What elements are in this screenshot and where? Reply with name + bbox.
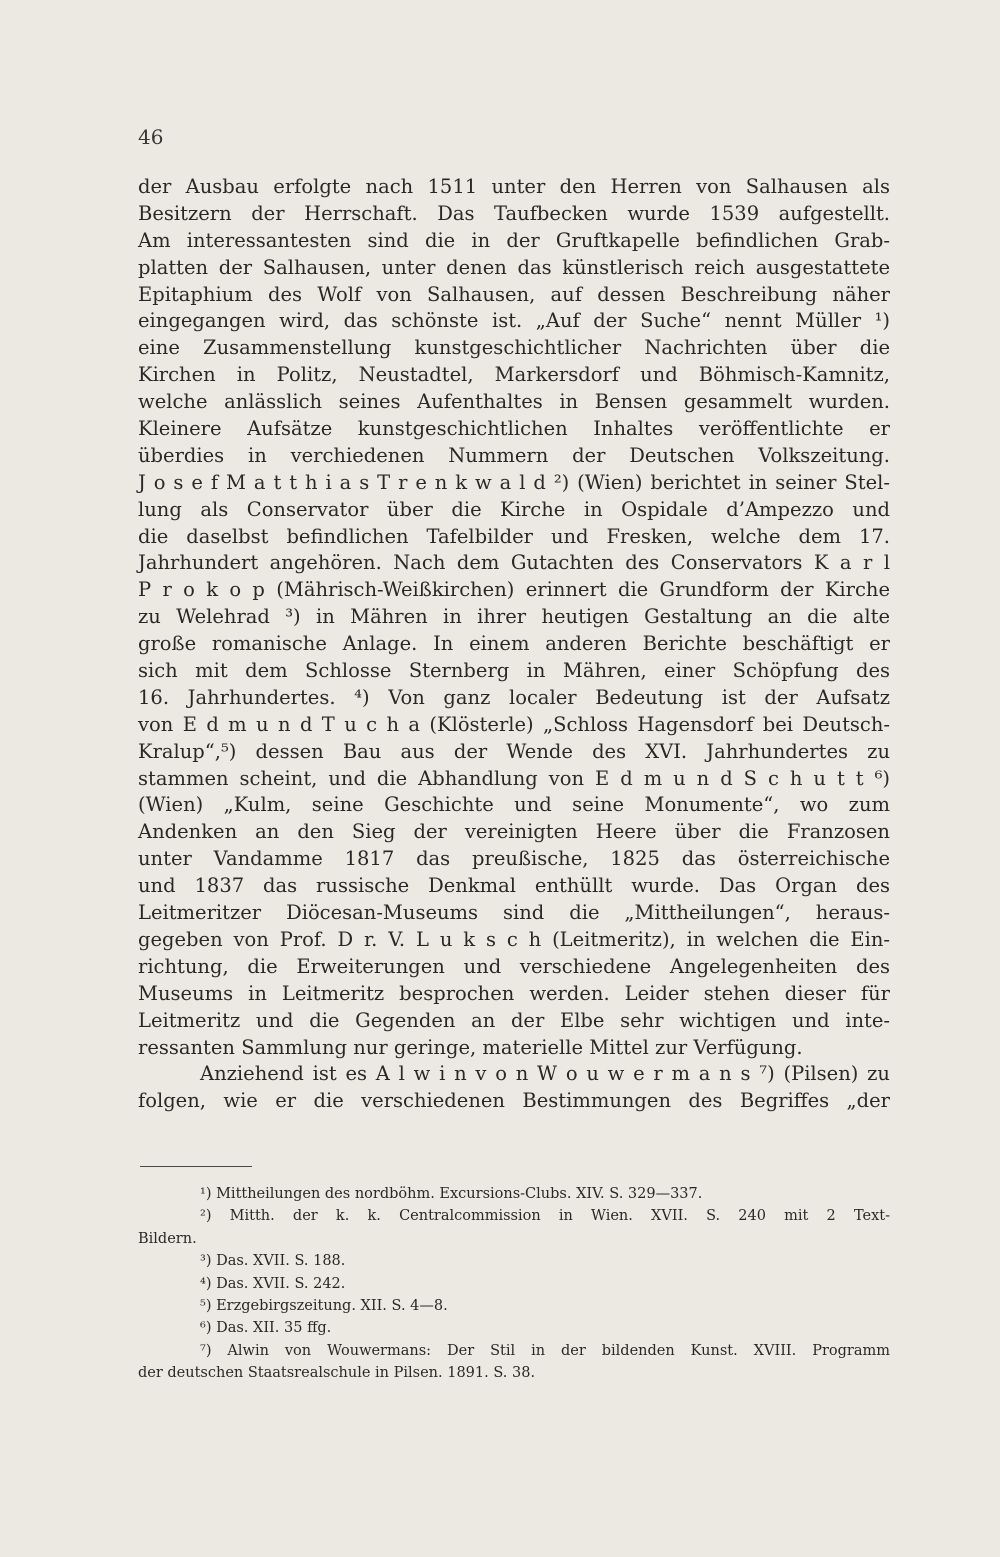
text-line: eine Zusammenstellung kunstgeschichtlicher Nachrichten über die — [138, 336, 890, 360]
text-line: Jahrhundert angehören. Nach dem Gutachten des Conservators K a r l — [138, 551, 890, 575]
text-line: von E d m u n d T u c h a (Klösterle) „Schloss Hagensdorf bei Deutsch- — [138, 712, 890, 736]
text-line: die daselbst befindlichen Tafelbilder und Fresken, welche dem 17. — [138, 524, 890, 548]
text-line: der Ausbau erfolgte nach 1511 unter den Herren von Salhausen als — [138, 175, 890, 198]
text-line: zu Welehrad ³) in Mähren in ihrer heutigen Gestaltung an die alte — [138, 605, 890, 629]
text-line: Kirchen in Politz, Neustadtel, Markersdorf und Böhmisch-Kamnitz, — [138, 363, 890, 387]
text-line: Am interessantesten sind die in der Gruftkapelle befindlichen Grab- — [138, 228, 890, 252]
text-line: Andenken an den Sieg der vereinigten Heere über die Franzosen — [138, 820, 890, 844]
body-text — [138, 174, 890, 1115]
text-line: Epitaphium des Wolf von Salhausen, auf dessen Beschreibung näher — [138, 282, 890, 306]
text-line: Kleinere Aufsätze kunstgeschichtlichen Inhaltes veröffentlichte er — [138, 417, 890, 441]
footnote-line: Bildern. — [138, 1230, 197, 1247]
text-line: richtung, die Erweiterungen und verschiedene Angelegenheiten des — [138, 954, 890, 978]
text-line: überdies in verchiedenen Nummern der Deutschen Volkszeitung. — [138, 443, 890, 467]
footnotes — [138, 1183, 890, 1385]
page-number: 46 — [138, 125, 164, 149]
footnote-line: ⁷) Alwin von Wouwermans: Der Stil in der bildenden Kunst. XVIII. Programm — [200, 1342, 890, 1359]
text-line: Leitmeritz und die Gegenden an der Elbe sehr wichtigen und inte- — [138, 1008, 890, 1032]
text-line: stammen scheint, und die Abhandlung von E d m u n d S c h u t t ⁶) — [138, 766, 890, 790]
text-line: P r o k o p (Mährisch-Weißkirchen) erinnert die Grundform der Kirche — [138, 578, 890, 602]
text-line: sich mit dem Schlosse Sternberg in Mähren, einer Schöpfung des — [138, 659, 890, 683]
footnote-separator — [140, 1166, 252, 1167]
text-line: und 1837 das russische Denkmal enthüllt wurde. Das Organ des — [138, 874, 890, 898]
text-line: ressanten Sammlung nur geringe, materielle Mittel zur Verfügung. — [138, 1035, 803, 1059]
text-line: welche anlässlich seines Aufenthaltes in Bensen gesammelt wurden. — [138, 390, 890, 414]
text-line: platten der Salhausen, unter denen das künstlerisch reich ausgestattete — [138, 255, 890, 279]
footnote-line: der deutschen Staatsrealschule in Pilsen. 1891. S. 38. — [138, 1365, 536, 1382]
footnote-line: ³) Das. XVII. S. 188. — [200, 1253, 346, 1270]
text-line: 16. Jahrhundertes. ⁴) Von ganz localer Bedeutung ist der Aufsatz — [138, 685, 890, 709]
footnote-line: ⁵) Erzgebirgszeitung. XII. S. 4—8. — [200, 1297, 448, 1314]
text-line: J o s e f M a t t h i a s T r e n k w a l d ²) (Wien) berichtet in seiner Stel- — [138, 470, 890, 494]
text-line: lung als Conservator über die Kirche in Ospidale d’Ampezzo und — [138, 497, 890, 521]
footnote-line: ¹) Mittheilungen des nordböhm. Excursions-Clubs. XIV. S. 329—337. — [200, 1186, 703, 1202]
footnote-line: ⁶) Das. XII. 35 ffg. — [200, 1320, 332, 1337]
footnote-line: ⁴) Das. XVII. S. 242. — [200, 1275, 346, 1292]
text-line: Kralup“,⁵) dessen Bau aus der Wende des XVI. Jahrhundertes zu — [138, 739, 890, 763]
text-line: Museums in Leitmeritz besprochen werden. Leider stehen dieser für — [138, 981, 890, 1005]
text-line: eingegangen wird, das schönste ist. „Auf der Suche“ nennt Müller ¹) — [138, 309, 890, 333]
text-line: unter Vandamme 1817 das preußische, 1825 das österreichische — [138, 847, 890, 871]
text-line: (Wien) „Kulm, seine Geschichte und seine Monumente“, wo zum — [138, 793, 890, 817]
text-line: Anziehend ist es A l w i n v o n W o u w e r m a n s ⁷) (Pilsen) zu — [200, 1062, 890, 1086]
text-line: große romanische Anlage. In einem anderen Berichte beschäftigt er — [138, 632, 890, 656]
text-line: gegeben von Prof. D r. V. L u k s c h (Leitmeritz), in welchen die Ein- — [138, 927, 890, 951]
text-line: folgen, wie er die verschiedenen Bestimmungen des Begriffes „der — [138, 1089, 890, 1113]
footnote-line: ²) Mitth. der k. k. Centralcommission in Wien. XVII. S. 240 mit 2 Text- — [200, 1208, 890, 1225]
text-line: Besitzern der Herrschaft. Das Taufbecken wurde 1539 aufgestellt. — [138, 201, 890, 225]
text-line: Leitmeritzer Diöcesan-Museums sind die „Mittheilungen“, heraus- — [138, 901, 890, 925]
